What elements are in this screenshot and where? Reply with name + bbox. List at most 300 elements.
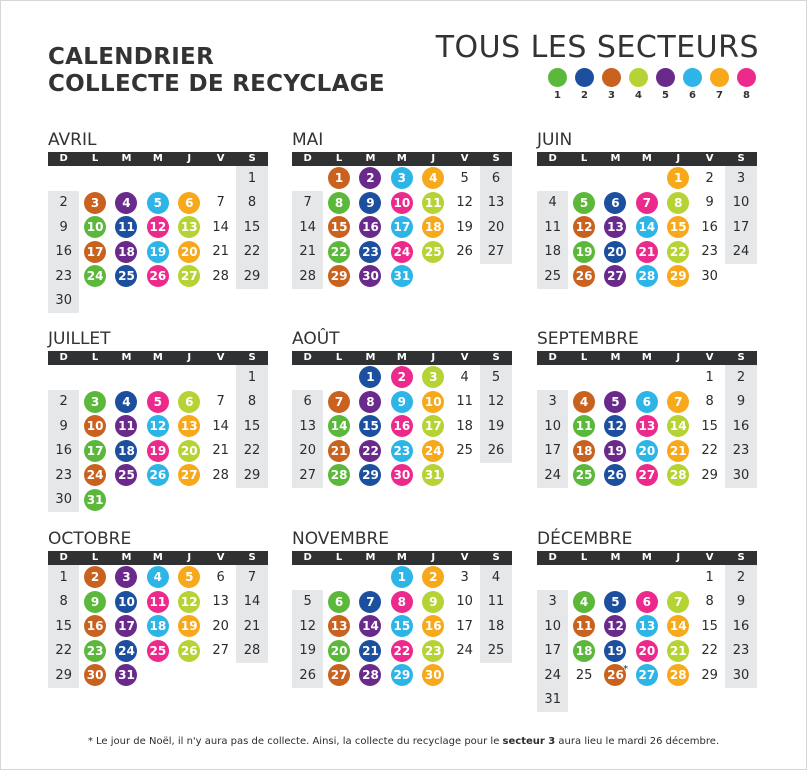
collection-dot: 15 [328,216,350,238]
weekday-label: J [676,153,681,164]
empty-cell [142,365,173,390]
day-number: 8 [59,594,68,610]
day-cell [386,463,417,488]
weekday-header [292,351,512,365]
day-cell [386,590,417,615]
weekday-label: M [396,352,407,363]
weekday-label: D [303,153,312,164]
legend-number: 1 [554,90,561,101]
empty-cell [205,289,236,314]
empty-cell [292,565,323,590]
day-cell [631,390,662,415]
month-4 [292,327,512,488]
day-cell [48,390,79,415]
empty-cell [48,166,79,191]
collection-dot: 24 [115,640,137,662]
weekday-label: M [396,153,407,164]
collection-dot: 31 [84,489,106,511]
day-number: 30 [55,293,72,309]
week-row [537,264,757,289]
day-cell [418,390,449,415]
collection-dot: 14 [328,415,350,437]
collection-dot: 15 [359,415,381,437]
day-number: 7 [247,569,257,585]
day-cell [174,191,205,216]
day-number: 15 [701,618,718,634]
week-row [292,663,512,688]
collection-dot: 2 [391,366,413,388]
day-cell [355,439,386,464]
collection-dot: 3 [84,391,106,413]
week-row [292,565,512,590]
day-cell [292,240,323,265]
day-cell [111,390,142,415]
day-number: 2 [705,170,714,186]
month-2 [537,128,757,289]
day-cell [480,215,511,240]
legend-number: 7 [716,90,723,101]
collection-dot: 26 [573,265,595,287]
weekday-label: M [396,552,407,563]
collection-dot: 13 [328,615,350,637]
day-number: 21 [212,244,229,260]
day-cell [48,463,79,488]
day-cell [79,240,110,265]
day-cell [355,463,386,488]
legend-item-sector-7 [706,68,733,101]
day-cell [355,590,386,615]
day-number: 1 [247,369,257,385]
day-number: 19 [456,219,473,235]
collection-dot: 6 [328,591,350,613]
week-row [537,663,757,688]
day-cell [449,614,480,639]
day-cell [725,365,756,390]
collection-dot: 23 [391,440,413,462]
day-cell [355,365,386,390]
day-number: 21 [243,618,261,634]
collection-dot: 20 [636,640,658,662]
day-number: 1 [247,170,257,186]
week-row [537,614,757,639]
day-cell [236,166,267,191]
month-name: SEPTEMBRE [537,329,639,349]
day-cell [725,414,756,439]
day-number: 22 [701,443,718,459]
day-number: 6 [303,394,312,410]
collection-dot: 15 [667,216,689,238]
weekday-label: L [91,153,99,164]
day-number: 24 [456,643,473,659]
day-number: 28 [243,643,261,659]
empty-cell [79,289,110,314]
day-number: 25 [487,643,505,659]
collection-dot: 29 [359,464,381,486]
collection-dot: 7 [328,391,350,413]
day-number: 1 [59,569,68,585]
day-cell [236,439,267,464]
collection-dot: 28 [359,664,381,686]
weekday-header [48,152,268,166]
day-number: 9 [736,594,746,610]
day-cell [111,639,142,664]
day-cell [568,191,599,216]
day-cell [725,663,756,688]
collection-dot: 4 [573,391,595,413]
day-cell [537,688,568,713]
collection-dot: 26 [178,640,200,662]
day-cell [48,663,79,688]
collection-dot: 2 [84,566,106,588]
day-cell [537,439,568,464]
day-cell [142,390,173,415]
day-number: 23 [732,443,750,459]
day-number: 20 [299,443,316,459]
day-cell [725,439,756,464]
collection-dot: 9 [422,591,444,613]
day-cell [449,390,480,415]
day-cell [480,414,511,439]
day-number: 18 [544,244,561,260]
collection-dot: 8 [328,192,350,214]
weekday-label: M [610,352,621,363]
day-number: 8 [705,594,714,610]
day-cell [663,414,694,439]
weekday-label: S [737,352,745,363]
footnote [0,736,807,747]
week-row [48,663,268,688]
week-row [292,390,512,415]
weekday-label: S [737,153,745,164]
collection-dot: 13 [178,415,200,437]
day-number: 10 [544,618,561,634]
day-cell [48,590,79,615]
day-number: 20 [212,618,229,634]
weekday-label: V [705,352,714,363]
day-cell [48,565,79,590]
day-cell [631,215,662,240]
day-number: 23 [701,244,718,260]
day-number: 3 [548,394,557,410]
collection-dot: 4 [573,591,595,613]
day-cell [631,663,662,688]
day-number: 23 [55,268,72,284]
day-cell [600,590,631,615]
day-number: 14 [243,594,261,610]
day-number: 2 [59,195,68,211]
day-number: 15 [55,618,72,634]
weekday-label: M [365,352,376,363]
day-cell [142,614,173,639]
day-cell [663,240,694,265]
collection-dot: 11 [147,591,169,613]
empty-cell [205,488,236,513]
day-cell [323,463,354,488]
day-number: 27 [212,643,229,659]
day-cell [205,215,236,240]
day-cell [663,439,694,464]
weekday-label: D [59,552,68,563]
day-cell [568,439,599,464]
day-number: 26 [487,443,505,459]
collection-dot: 10 [84,415,106,437]
collection-dot: 11 [115,216,137,238]
collection-dot: 31 [391,265,413,287]
legend-number: 4 [635,90,642,101]
day-cell [631,264,662,289]
collection-dot: 23 [422,640,444,662]
month-7 [292,527,512,688]
collection-dot: 4 [115,391,137,413]
day-cell [725,614,756,639]
week-row [292,264,512,289]
day-cell [48,264,79,289]
day-cell [79,215,110,240]
day-cell [355,639,386,664]
collection-dot: 16 [422,615,444,637]
day-cell [236,264,267,289]
legend-dot [575,68,594,87]
weekday-header [537,152,757,166]
weekday-label: D [303,552,312,563]
collection-dot: 12 [573,216,595,238]
collection-dot: 7 [667,391,689,413]
legend-dot [683,68,702,87]
weekday-label: M [610,552,621,563]
month-6 [48,527,268,688]
day-cell [694,215,725,240]
collection-dot: 1 [667,167,689,189]
day-cell [79,488,110,513]
day-cell [355,166,386,191]
day-cell [142,264,173,289]
week-row [292,639,512,664]
day-cell [292,390,323,415]
day-cell [323,614,354,639]
day-cell [174,240,205,265]
empty-cell [48,365,79,390]
empty-cell [537,166,568,191]
day-cell [600,240,631,265]
collection-dot: 30 [359,265,381,287]
day-cell [142,191,173,216]
day-cell [174,439,205,464]
empty-cell [568,688,599,713]
collection-dot: 11 [573,415,595,437]
day-cell [205,463,236,488]
empty-cell [292,365,323,390]
collection-dot: 18 [115,241,137,263]
weekday-label: J [187,552,192,563]
weekday-label: M [152,352,163,363]
empty-cell [205,166,236,191]
collection-dot: 21 [359,640,381,662]
collection-dot: 24 [391,241,413,263]
collection-dot: 25 [147,640,169,662]
day-number: 15 [243,418,261,434]
day-number: 18 [456,418,473,434]
week-row [537,240,757,265]
day-cell [418,215,449,240]
day-number: 6 [216,569,225,585]
day-cell [386,614,417,639]
week-row [48,590,268,615]
day-cell [386,390,417,415]
day-cell [236,463,267,488]
day-cell [292,264,323,289]
day-number: 25 [456,443,473,459]
day-number: 7 [216,394,225,410]
day-cell [568,639,599,664]
title-line-2: COLLECTE DE RECYCLAGE [48,71,385,97]
day-cell [386,663,417,688]
collection-dot: 11 [422,192,444,214]
day-number: 16 [732,618,750,634]
day-cell [537,191,568,216]
legend-item-sector-5 [652,68,679,101]
day-cell [79,439,110,464]
collection-dot: 12 [178,591,200,613]
collection-dot: 28 [328,464,350,486]
day-cell [355,663,386,688]
day-cell [663,639,694,664]
month-5 [537,327,757,488]
week-row [48,191,268,216]
day-cell [292,439,323,464]
day-cell [323,240,354,265]
weekday-label: M [641,552,652,563]
month-1 [292,128,512,289]
weekday-label: M [365,552,376,563]
week-row [48,614,268,639]
collection-dot: 17 [391,216,413,238]
empty-cell [537,565,568,590]
weekday-label: L [580,552,588,563]
day-cell [600,390,631,415]
month-name: DÉCEMBRE [537,529,633,549]
week-row [48,414,268,439]
day-cell [418,439,449,464]
day-cell [537,264,568,289]
collection-dot: 11 [115,415,137,437]
day-cell [111,614,142,639]
empty-cell [142,488,173,513]
weekday-label: S [248,352,256,363]
day-cell [205,414,236,439]
collection-dot: 12 [147,216,169,238]
day-cell [323,264,354,289]
collection-dot: 18 [573,440,595,462]
collection-dot: 19 [573,241,595,263]
day-cell [48,215,79,240]
day-cell [174,614,205,639]
day-number: 24 [732,244,750,260]
week-row [48,439,268,464]
day-cell [355,240,386,265]
weekday-label: M [641,352,652,363]
empty-cell [694,688,725,713]
weekday-label: D [548,352,557,363]
collection-dot: 21 [667,640,689,662]
empty-cell [663,365,694,390]
empty-cell [111,488,142,513]
empty-cell [725,264,756,289]
day-cell [600,191,631,216]
day-cell [418,663,449,688]
collection-dot: 5 [604,591,626,613]
day-cell [694,439,725,464]
weekday-label: V [216,153,225,164]
day-number: 22 [701,643,718,659]
collection-dot: 9 [391,391,413,413]
asterisk-mark: * [623,664,629,675]
collection-dot: 29 [667,265,689,287]
day-cell [174,264,205,289]
day-cell [111,414,142,439]
day-cell [236,191,267,216]
day-cell [600,439,631,464]
day-number: 29 [243,268,261,284]
day-cell [694,166,725,191]
legend-number: 5 [662,90,669,101]
day-cell [111,463,142,488]
empty-cell [631,565,662,590]
weekday-label: M [365,153,376,164]
collection-dot: 6 [636,391,658,413]
legend-item-sector-1 [544,68,571,101]
day-cell [663,663,694,688]
empty-cell [142,663,173,688]
day-cell [418,191,449,216]
week-row [292,614,512,639]
footnote-bold: secteur 3 [502,736,556,747]
day-number: 22 [243,244,261,260]
day-number: 15 [701,418,718,434]
day-cell [418,565,449,590]
day-number: 11 [544,219,561,235]
day-cell [631,240,662,265]
day-cell [323,439,354,464]
empty-cell [568,166,599,191]
day-cell [355,264,386,289]
day-cell [725,166,756,191]
day-number: 4 [548,195,557,211]
collection-dot: 3 [115,566,137,588]
day-cell [568,240,599,265]
day-cell [236,215,267,240]
week-row [48,390,268,415]
weekday-label: M [152,153,163,164]
day-cell [48,414,79,439]
empty-cell [292,166,323,191]
day-cell [386,191,417,216]
collection-dot: 17 [115,615,137,637]
collection-dot: 6 [178,192,200,214]
day-cell [48,289,79,314]
day-number: 13 [212,594,229,610]
collection-dot: 11 [573,615,595,637]
day-cell [79,663,110,688]
empty-cell [600,365,631,390]
empty-cell [600,166,631,191]
day-cell [631,614,662,639]
collection-dot: 13 [636,415,658,437]
weekday-label: M [121,352,132,363]
footnote-text-end: aura lieu le mardi 26 décembre. [555,736,720,747]
day-cell [418,166,449,191]
day-cell [79,191,110,216]
weekday-label: J [431,153,436,164]
